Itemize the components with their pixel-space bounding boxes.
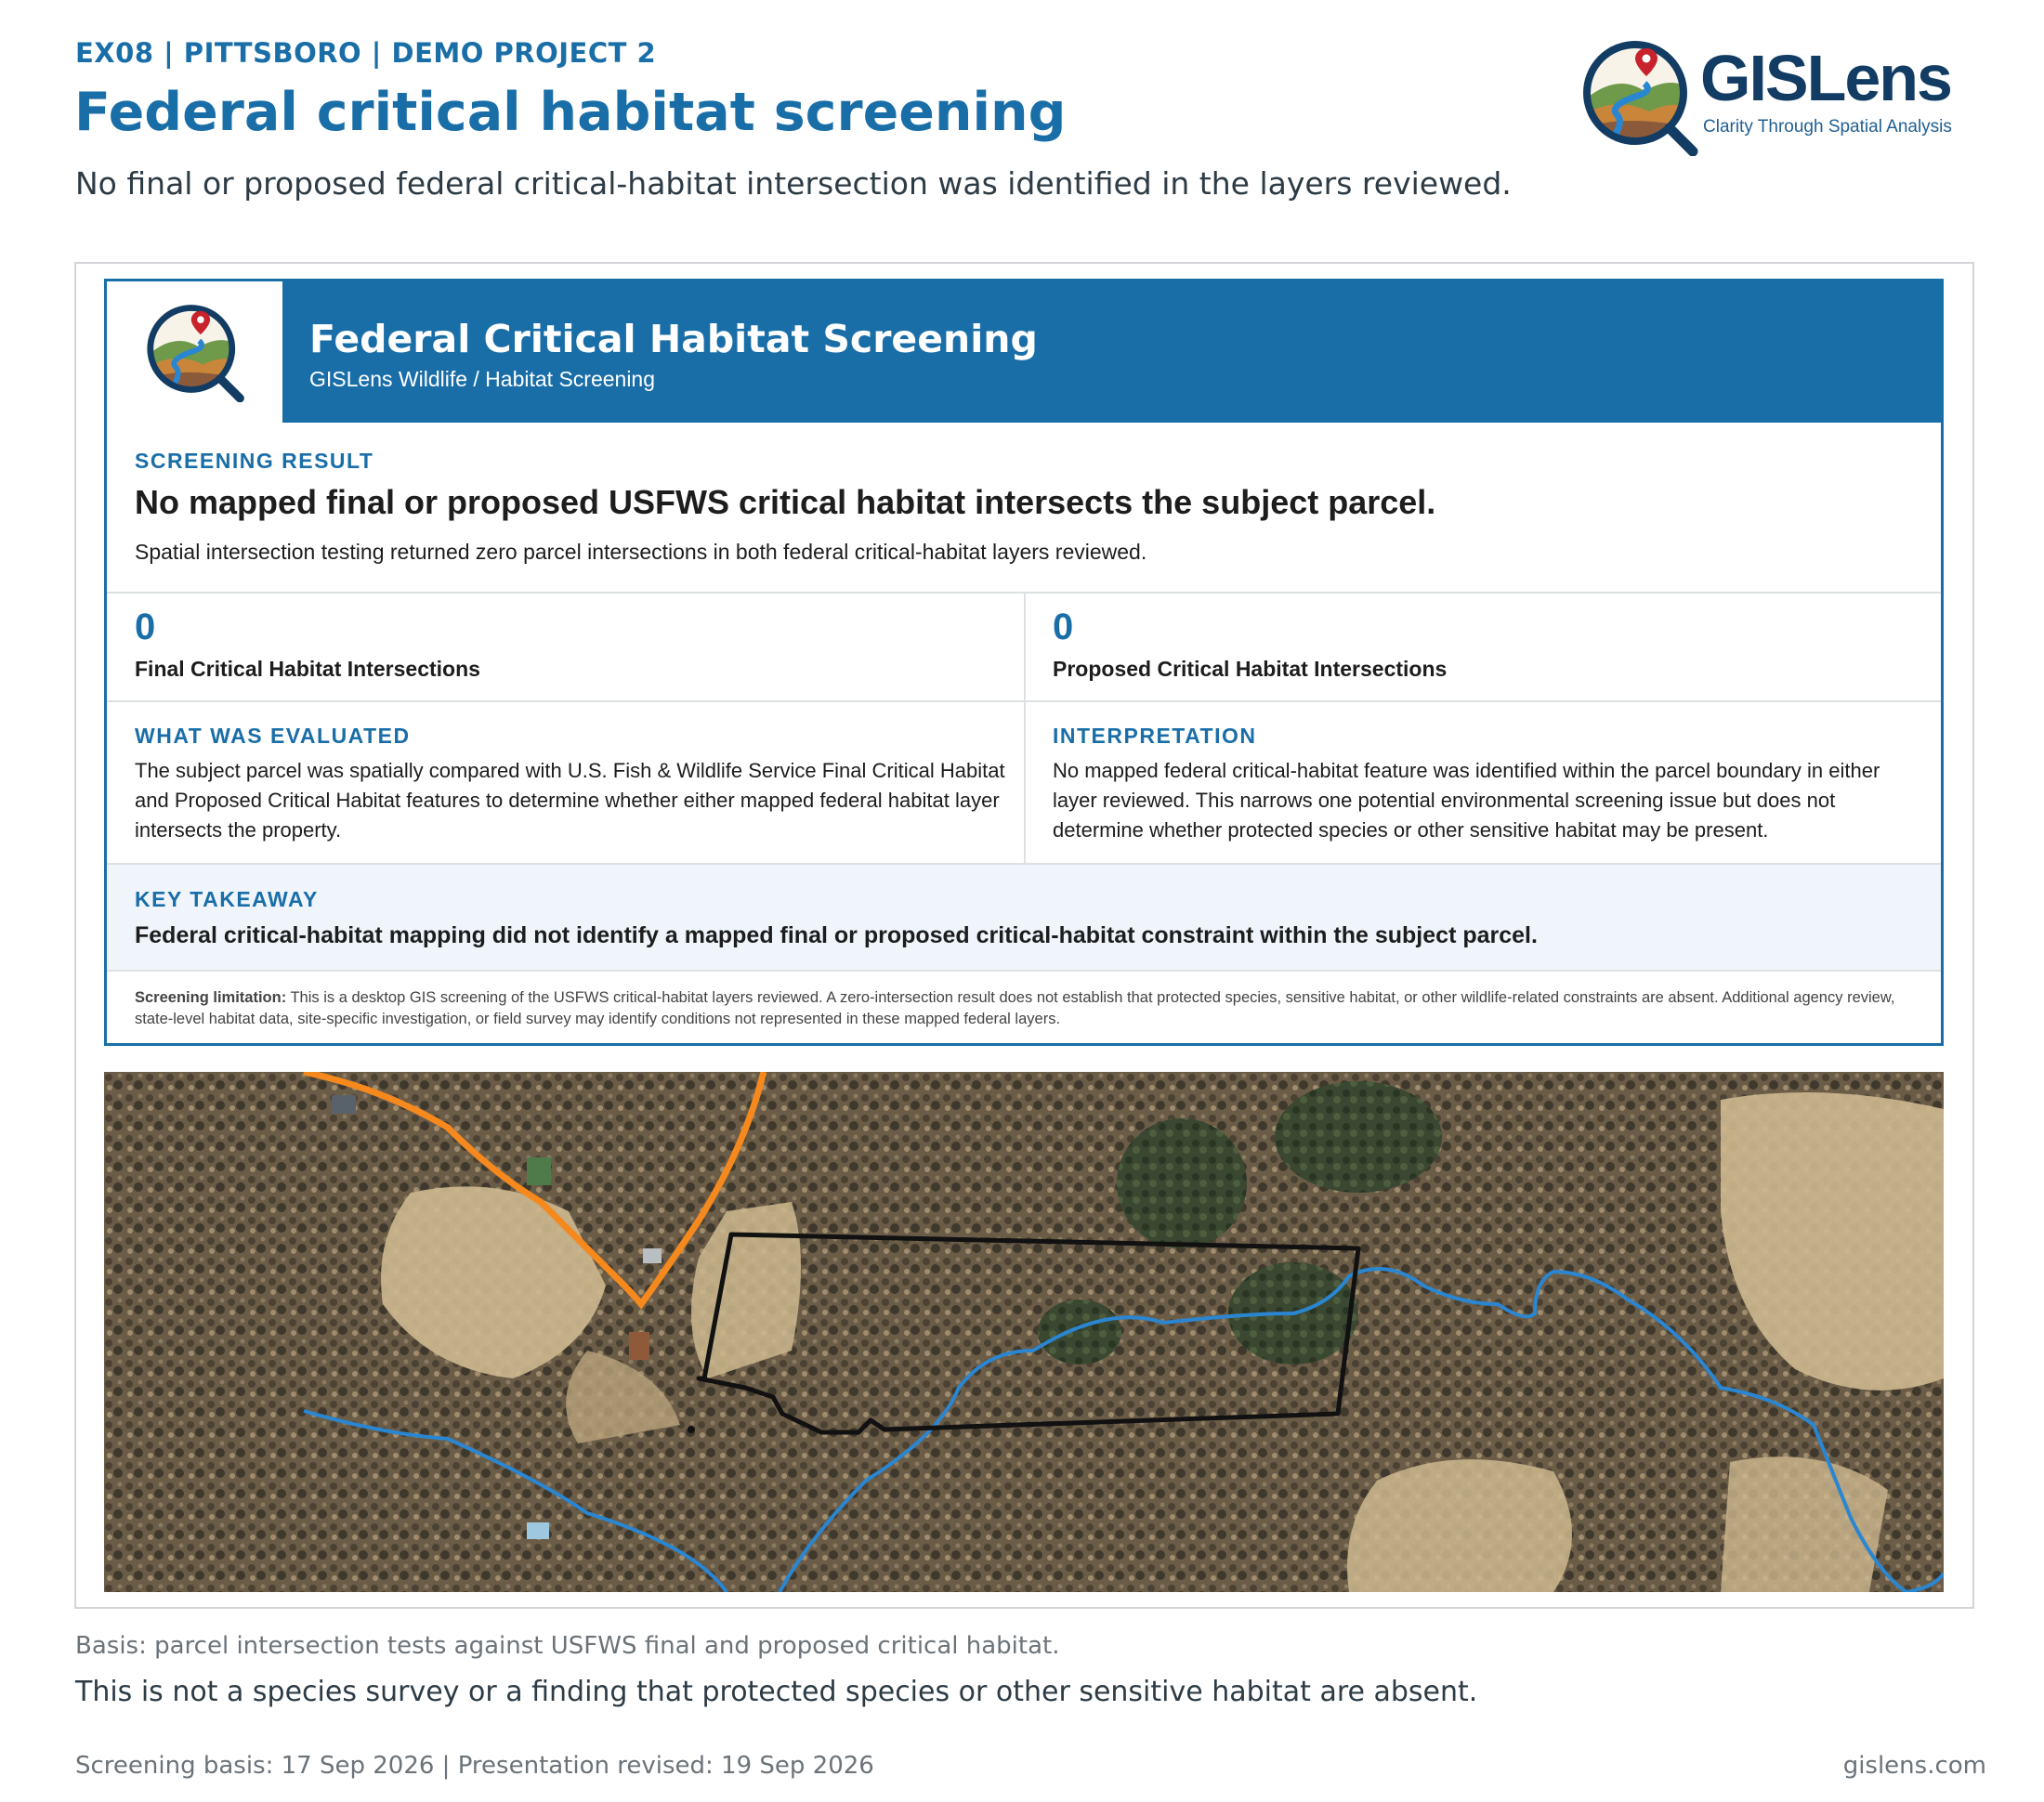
- building: [629, 1332, 649, 1360]
- divider: [107, 970, 1941, 972]
- evaluated-label: WHAT WAS EVALUATED: [135, 724, 411, 748]
- evaluated-text: The subject parcel was spatially compared with U.S. Fish & Wildlife Service Final Critical Habitat and Proposed Critical Habitat features to determine whether either mapped federal habitat layer intersects the property.: [135, 759, 1005, 842]
- result-label: SCREENING RESULT: [135, 449, 374, 473]
- takeaway-panel: [107, 863, 1941, 970]
- report-frame: [74, 262, 1974, 1609]
- screening-limitation: [135, 987, 1919, 1030]
- field: [1721, 1456, 1888, 1592]
- result-detail: Spatial intersection testing returned zero parcel intersections in both federal critical-habitat layers reviewed.: [135, 540, 1147, 564]
- final-habitat-count: 0: [135, 607, 156, 647]
- limitation-text: This is a desktop GIS screening of the USFWS critical-habitat layers reviewed. A zero-intersection result does not establish that protected species, sensitive habitat, or other wildlife-related constraints are absent. Additional agency review, state-level habitat data, site-specific investigation, or field survey may identify conditions not represented in these mapped federal layers.: [135, 989, 1895, 1027]
- footer-website[interactable]: gislens.com: [1842, 1752, 1986, 1780]
- takeaway-text: Federal critical-habitat mapping did not identify a mapped final or proposed critical-habitat constraint within the subject parcel.: [135, 922, 1538, 948]
- building: [527, 1157, 551, 1185]
- building: [643, 1248, 662, 1263]
- result-headline: No mapped final or proposed USFWS critical habitat intersects the subject parcel.: [135, 483, 1436, 521]
- interpretation-text: No mapped federal critical-habitat feature was identified within the parcel boundary in either layer reviewed. This narrows one potential environmental screening issue but does not determine whether protected species or other sensitive habitat may be present.: [1053, 759, 1880, 842]
- magnifier-landscape-pin-icon: [144, 300, 246, 402]
- project-label: EX08 | PITTSBORO | DEMO PROJECT 2: [75, 37, 657, 69]
- proposed-habitat-count: 0: [1053, 607, 1074, 647]
- basis-note: Basis: parcel intersection tests against USFWS final and proposed critical habitat.: [75, 1632, 1060, 1660]
- pine-stand: [1117, 1118, 1247, 1248]
- pine-stand: [1275, 1081, 1442, 1193]
- footer-dates: Screening basis: 17 Sep 2026 | Presentation revised: 19 Sep 2026: [75, 1752, 874, 1780]
- limitation-label: Screening limitation:: [135, 989, 287, 1006]
- card-logo: [107, 281, 282, 423]
- gislens-logo: [1579, 35, 1970, 156]
- final-habitat-label: Final Critical Habitat Intersections: [135, 657, 480, 681]
- building: [527, 1522, 549, 1539]
- parcel-vertex: [688, 1426, 695, 1433]
- aerial-map-graphic: [104, 1072, 1944, 1592]
- field: [1347, 1459, 1572, 1592]
- forest-area: [104, 1072, 1944, 1592]
- card-title: Federal Critical Habitat Screening: [309, 317, 1038, 361]
- divider: [107, 863, 1941, 865]
- column-divider: [1024, 592, 1026, 863]
- disclaimer: This is not a species survey or a finding that protected species or other sensitive habitat are absent.: [75, 1676, 1478, 1708]
- aerial-map[interactable]: [104, 1072, 1944, 1592]
- building: [332, 1095, 356, 1114]
- card-subtitle: GISLens Wildlife / Habitat Screening: [309, 367, 656, 391]
- page-subtitle: No final or proposed federal critical-habitat intersection was identified in the layers reviewed.: [75, 165, 1512, 202]
- interpretation-label: INTERPRETATION: [1053, 724, 1257, 748]
- magnifier-landscape-pin-icon: [1579, 35, 1700, 156]
- logo-tagline: Clarity Through Spatial Analysis: [1703, 117, 1952, 137]
- logo-wordmark: GISLens: [1700, 42, 1951, 114]
- card-header: [107, 281, 1941, 423]
- pine-stand: [1038, 1299, 1121, 1365]
- page-title: Federal critical habitat screening: [74, 82, 1067, 143]
- screening-card: [104, 279, 1944, 1046]
- proposed-habitat-label: Proposed Critical Habitat Intersections: [1053, 657, 1448, 681]
- takeaway-label: KEY TAKEAWAY: [135, 887, 319, 911]
